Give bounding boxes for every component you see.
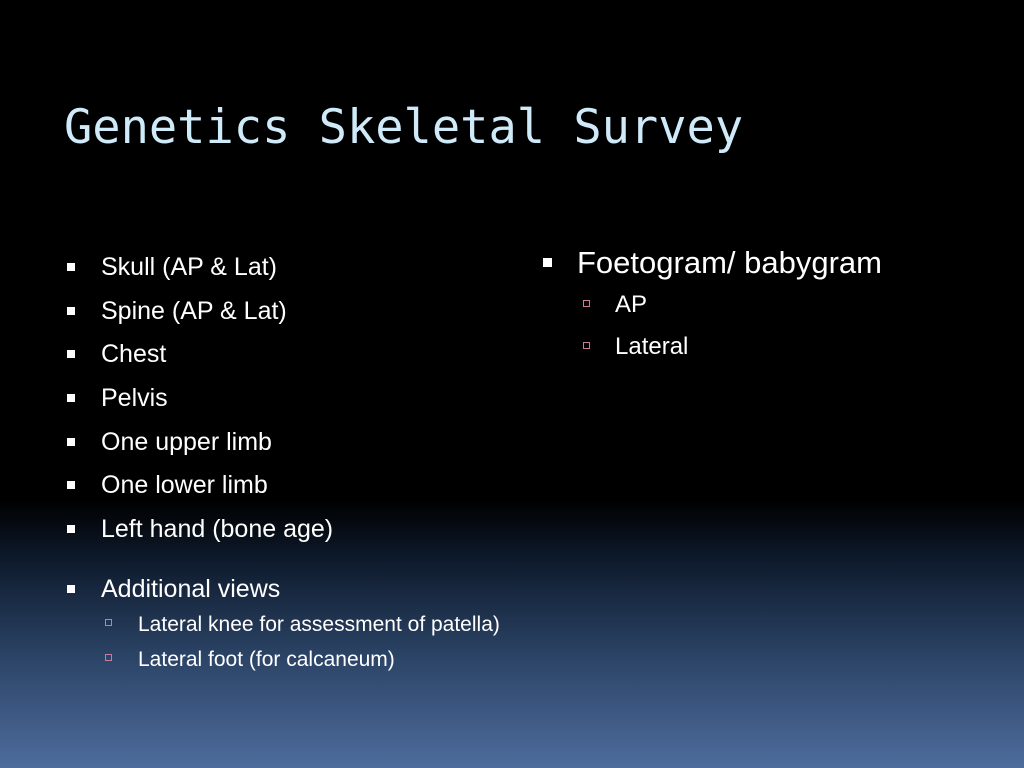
sub-item-ap [577, 288, 978, 322]
slide-title: Genetics Skeletal Survey [64, 100, 744, 155]
bullet-label: Pelvis [101, 384, 168, 413]
sub-bullet-list [101, 610, 502, 674]
bullet-label: Foetogram/ babygram [577, 245, 882, 280]
sub-item-lateral-foot [101, 645, 502, 674]
bullet-item-pelvis [62, 383, 502, 413]
square-bullet-icon [67, 350, 75, 358]
sub-bullet-label: AP [615, 291, 648, 318]
bullet-item-skull [62, 252, 502, 282]
bullet-label: One lower limb [101, 471, 268, 500]
right-column [538, 244, 978, 378]
sub-bullet-label: Lateral [615, 333, 689, 360]
hollow-square-bullet-icon [105, 619, 112, 626]
left-column [62, 252, 502, 688]
bullet-label: Left hand (bone age) [101, 515, 334, 544]
bullet-label: Additional views [101, 575, 281, 604]
square-bullet-icon [67, 307, 75, 315]
hollow-square-bullet-icon [583, 300, 590, 307]
bullet-item-spine [62, 296, 502, 326]
bullet-label: Chest [101, 340, 167, 369]
right-bullet-list [538, 244, 978, 364]
bullet-item-lower-limb [62, 470, 502, 500]
sub-item-lateral-knee [101, 610, 502, 639]
square-bullet-icon [67, 263, 75, 271]
square-bullet-icon [67, 438, 75, 446]
sub-item-lateral [577, 330, 978, 364]
hollow-square-bullet-icon [583, 342, 590, 349]
bullet-label: Spine (AP & Lat) [101, 296, 287, 325]
bullet-item-chest [62, 339, 502, 369]
left-bullet-list [62, 252, 502, 674]
sub-bullet-label: Lateral foot (for calcaneum) [138, 648, 395, 672]
square-bullet-icon [543, 258, 552, 267]
bullet-label: One upper limb [101, 427, 272, 456]
square-bullet-icon [67, 394, 75, 402]
bullet-item-left-hand [62, 514, 502, 544]
sub-bullet-list [577, 288, 978, 364]
bullet-item-upper-limb [62, 427, 502, 457]
hollow-square-bullet-icon [105, 654, 112, 661]
square-bullet-icon [67, 481, 75, 489]
square-bullet-icon [67, 525, 75, 533]
bullet-label: Skull (AP & Lat) [101, 253, 278, 281]
square-bullet-icon [67, 585, 75, 593]
bullet-item-foetogram [538, 244, 978, 364]
bullet-item-additional-views [62, 574, 502, 674]
sub-bullet-label: Lateral knee for assessment of patella) [138, 613, 500, 637]
